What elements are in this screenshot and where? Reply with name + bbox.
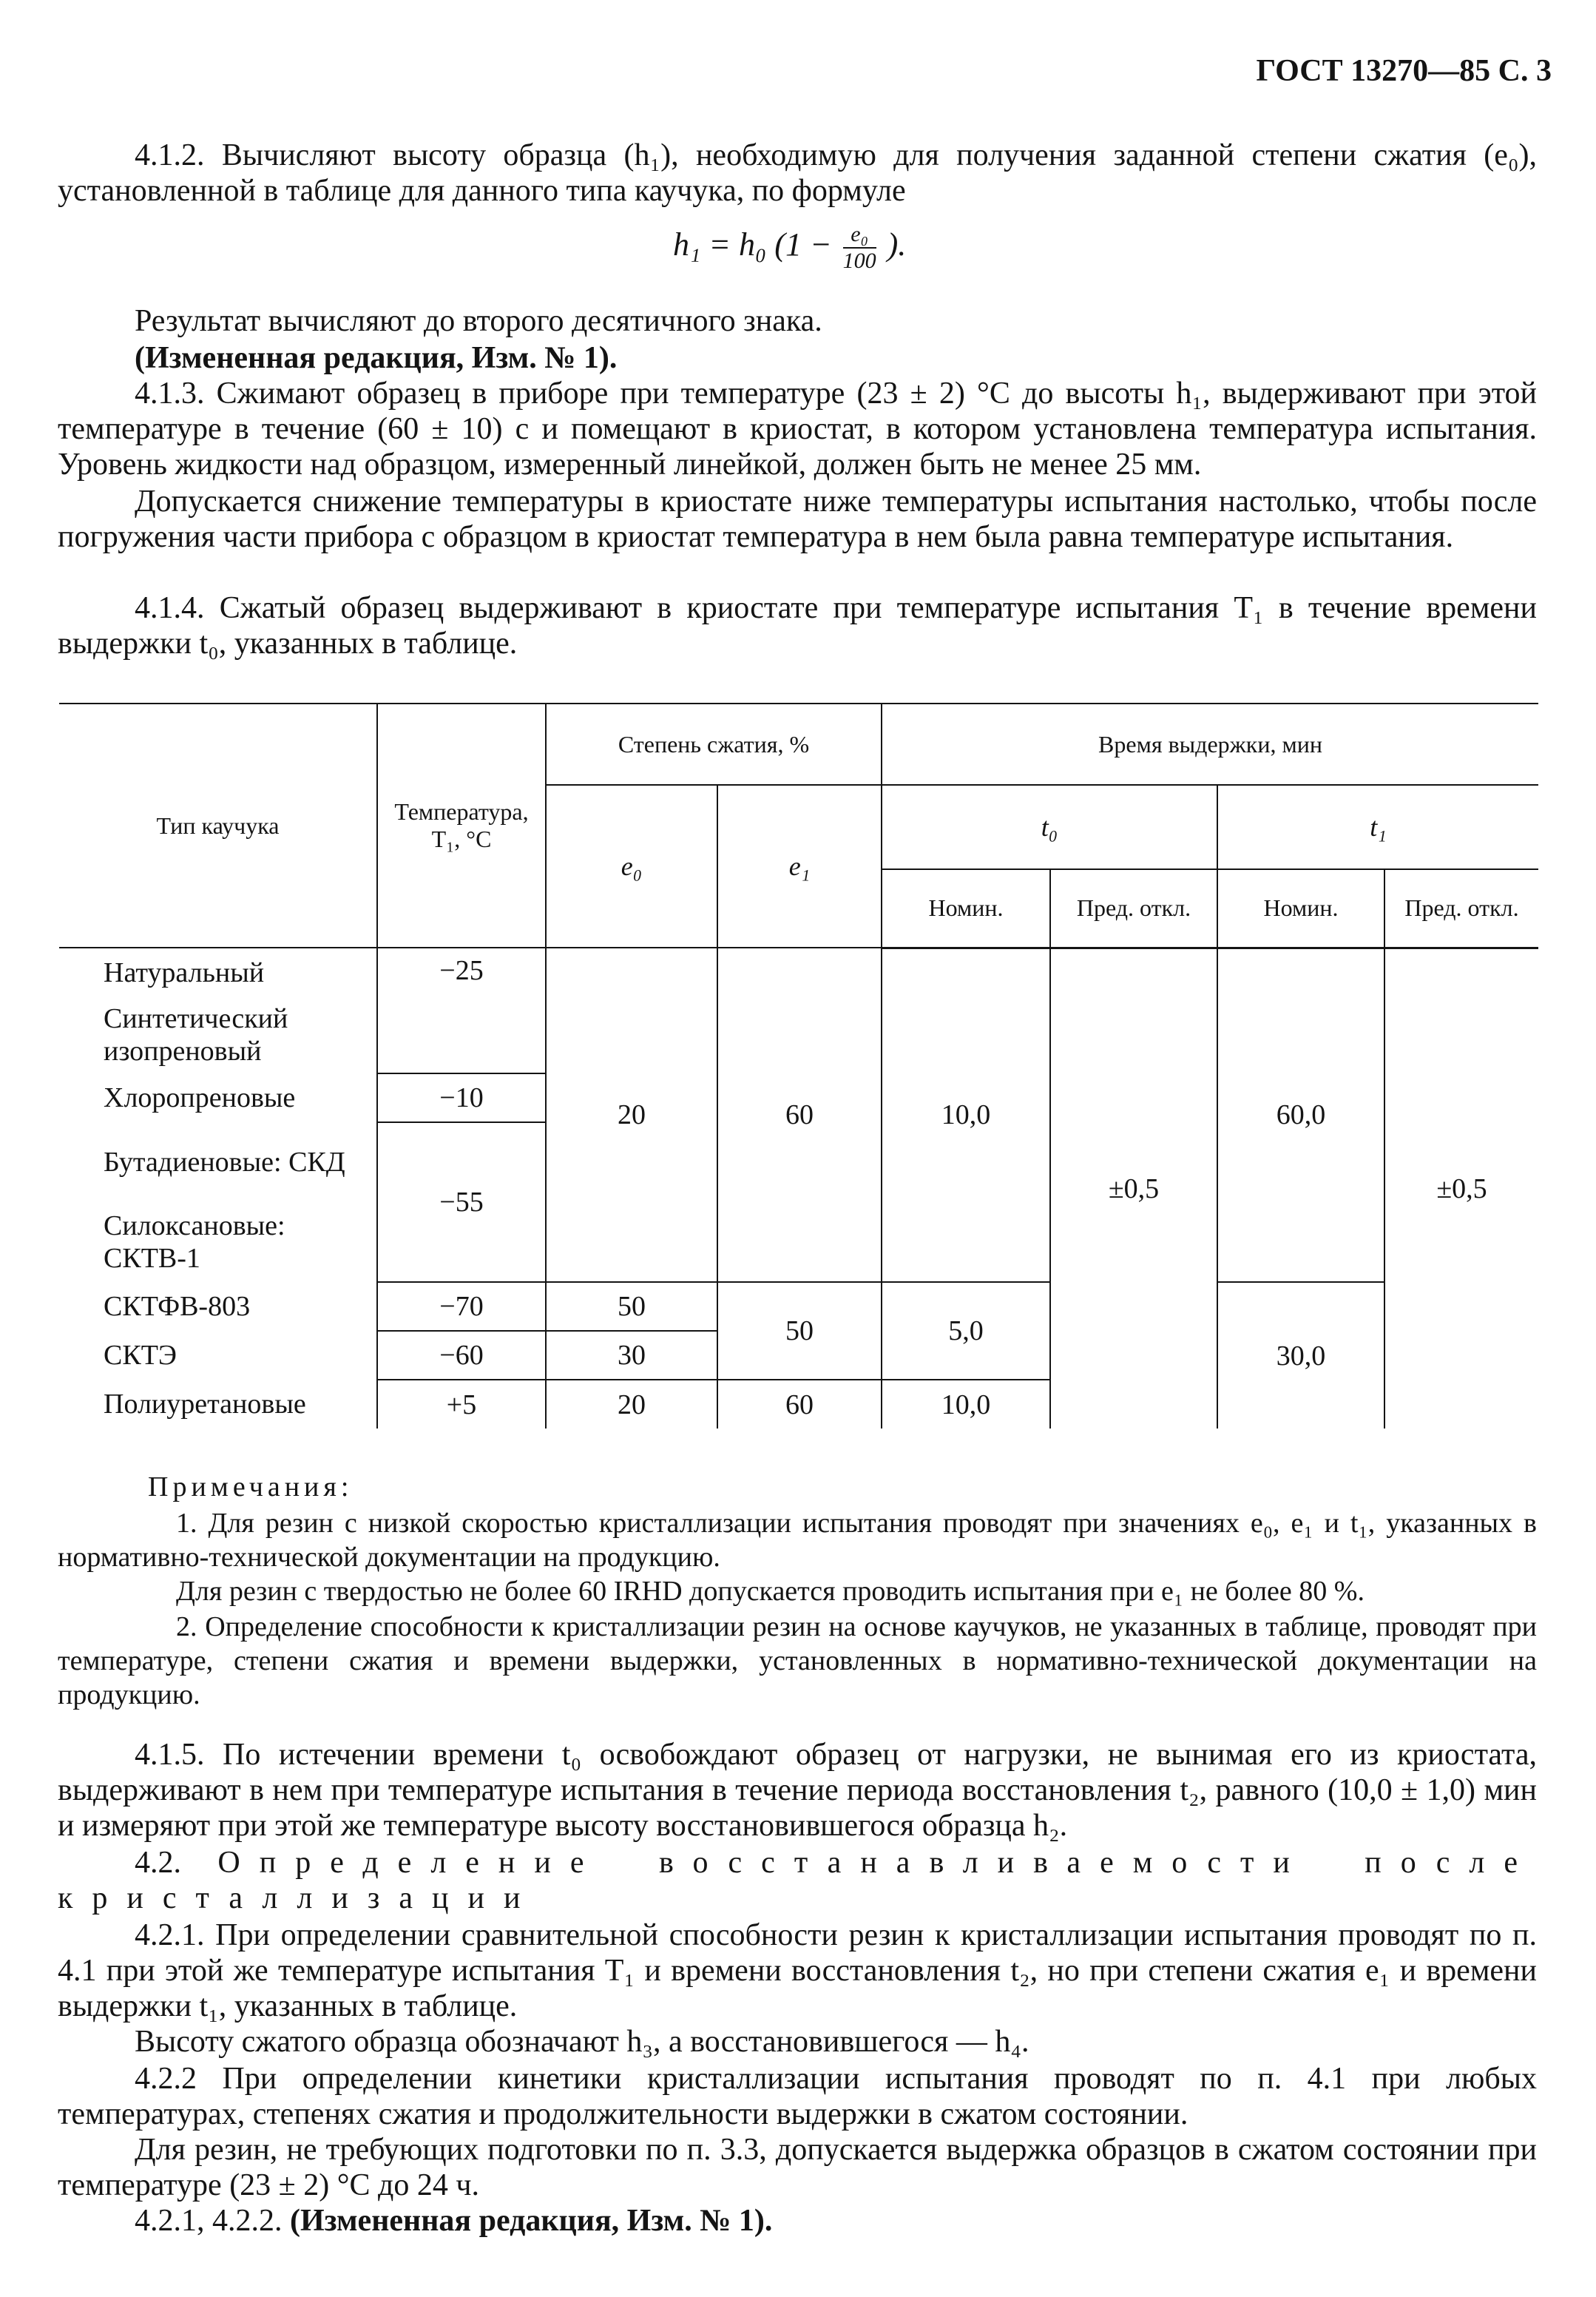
paragraph-4-1-4: 4.1.4. Сжатый образец выдерживают в криостате при температуре испытания T₁ в течение времени выдержки t₀, указанных в таблице. — [58, 591, 1537, 661]
notes-title: Примечания: — [148, 1471, 354, 1502]
t1-60: 60,0 — [1217, 948, 1384, 1282]
paragraph-final-edit — [58, 2203, 1537, 2239]
temp-plus-5: +5 — [377, 1380, 546, 1429]
section-4-2-heading — [58, 1845, 1537, 1916]
temp-minus-60: −60 — [377, 1331, 546, 1380]
e1-60-pu: 60 — [717, 1380, 882, 1429]
row-polyurethane-type: Полиуретановые — [104, 1389, 306, 1420]
e1-60: 60 — [717, 948, 882, 1282]
row-natural-type: Натуральный — [104, 957, 265, 988]
paragraph-4-1-2: 4.1.2. Вычисляют высоту образца (h₁), необходимую для получения заданной степени сжатия (e₀), установленной в таблице для данного типа каучука, по формуле — [58, 138, 1537, 208]
paragraph-allow: Допускается снижение температуры в криостате ниже температуры испытания настолько, чтобы после погружения части прибора с образцом в криостат температура в нем была равна температуре испытания. — [58, 485, 1537, 554]
header-deviation-t1: Пред. откл. — [1384, 869, 1538, 948]
row-skte-type: СКТЭ — [104, 1340, 177, 1371]
e0-30: 30 — [546, 1331, 717, 1380]
header-nominal-t0: Номин. — [882, 869, 1050, 948]
row-sktfv-type: СКТФВ-803 — [104, 1291, 251, 1322]
header-t0: t₀ — [882, 785, 1217, 869]
paragraph-4-2-1: 4.2.1. При определении сравнительной способности резин к кристаллизации испытания проводят по п. 4.1 при этой же температуре испытания T₁ и времени восстановления t₂, но при степени сжатия e₁ и времени выдержки t₁, указанных в таблице. — [58, 1918, 1537, 2023]
temp-minus-10: −10 — [377, 1073, 546, 1122]
header-temperature: Температура, T₁, °C — [377, 704, 546, 948]
temp-minus-55: −55 — [377, 1122, 546, 1282]
row-isoprene-type: Синтетический изопреновый — [104, 1003, 288, 1067]
row-chloroprene-type: Хлоропреновые — [104, 1082, 296, 1113]
e1-50: 50 — [717, 1282, 882, 1380]
t0-5: 5,0 — [882, 1282, 1050, 1380]
e0-20: 20 — [546, 948, 717, 1282]
final-edit-note: (Измененная редакция, Изм. № 1). — [290, 2204, 773, 2238]
t1-30: 30,0 — [1217, 1282, 1384, 1429]
header-deviation-t0: Пред. откл. — [1050, 869, 1217, 948]
t0-10: 10,0 — [882, 948, 1050, 1282]
header-hold-time: Время выдержки, мин — [882, 704, 1538, 785]
header-rubber-type: Тип каучука — [59, 704, 377, 948]
row-siloxane-type: Силоксановые: СКТВ-1 — [104, 1210, 285, 1274]
paragraph-edit-note: (Измененная редакция, Изм. № 1). — [135, 341, 618, 375]
formula-h1 — [673, 222, 906, 274]
paragraph-4-1-5: 4.1.5. По истечении времени t₀ освобождают образец от нагрузки, не вынимая его из криостата, выдерживают в нем при температуре испытания в течение периода восстановления t₂, равного (10,0 ± 1,0) мин и измеряют при этой же температуре высоту восстановившегося образца h₂. — [58, 1738, 1537, 1843]
paragraph-4-2-2: 4.2.2 При определении кинетики кристаллизации испытания проводят по п. 4.1 при любых температурах, степенях сжатия и продолжительности выдержки в сжатом состоянии. — [58, 2062, 1537, 2131]
dev-t1: ±0,5 — [1384, 948, 1538, 1429]
temp-minus-25: −25 — [377, 948, 546, 1073]
page-header: ГОСТ 13270—85 С. 3 — [1256, 54, 1552, 88]
paragraph-no-preparation: Для резин, не требующих подготовки по п. 3.3, допускается выдержка образцов в сжатом состоянии при температуре (23 ± 2) °C до 24 ч. — [58, 2133, 1537, 2202]
formula-numerator: e₀ — [843, 222, 876, 249]
header-compression: Степень сжатия, % — [546, 704, 882, 785]
header-e1: e₁ — [717, 785, 882, 948]
dev-t0: ±0,5 — [1050, 948, 1217, 1429]
header-e0: e₀ — [546, 785, 717, 948]
note-1: 1. Для резин с низкой скоростью кристаллизации испытания проводят при значениях e₀, e₁ и t₁, указанных в нормативно-технической документации на продукцию. — [58, 1508, 1537, 1573]
paragraph-4-1-3: 4.1.3. Сжимают образец в приборе при температуре (23 ± 2) °C до высоты h₁, выдерживают при этой температуре в течение (60 ± 10) с и помещают в криостат, в котором установлена температура испытания. Уровень жидкости над образцом, измеренный линейкой, должен быть не менее 25 мм. — [58, 377, 1537, 482]
header-nominal-t1: Номин. — [1217, 869, 1384, 948]
formula-close: ). — [887, 226, 907, 263]
row-butadiene-type: Бутадиеновые: СКД — [104, 1147, 345, 1178]
formula-open: (1 − — [774, 226, 832, 263]
section-4-2-title: Определение восстанавливаемости после кристаллизации — [58, 1846, 1537, 1915]
formula-denominator: 100 — [842, 249, 876, 273]
formula-lhs: h₁ = h₀ — [673, 226, 767, 263]
conditions-table — [59, 703, 1538, 1429]
note-1b: Для резин с твердостью не более 60 IRHD допускается проводить испытания при e₁ не более 80 %. — [176, 1576, 1365, 1607]
final-edit-numbers: 4.2.1, 4.2.2. — [135, 2204, 283, 2238]
section-4-2-number: 4.2. — [135, 1846, 181, 1880]
t0-10-pu: 10,0 — [882, 1380, 1050, 1429]
e0-50: 50 — [546, 1282, 717, 1331]
e0-20-pu: 20 — [546, 1380, 717, 1429]
header-t1: t₁ — [1217, 785, 1538, 869]
note-2: 2. Определение способности к кристаллизации резин на основе каучуков, не указанных в таблице, проводят при температуре, степени сжатия и времени выдержки, установленных в нормативно-технической документации на продукцию. — [58, 1611, 1537, 1710]
formula-fraction — [843, 222, 876, 274]
paragraph-h3-h4: Высоту сжатого образца обозначают h₃, а восстановившегося — h₄. — [135, 2025, 1029, 2059]
paragraph-result: Результат вычисляют до второго десятичного знака. — [135, 304, 822, 338]
temp-minus-70: −70 — [377, 1282, 546, 1331]
